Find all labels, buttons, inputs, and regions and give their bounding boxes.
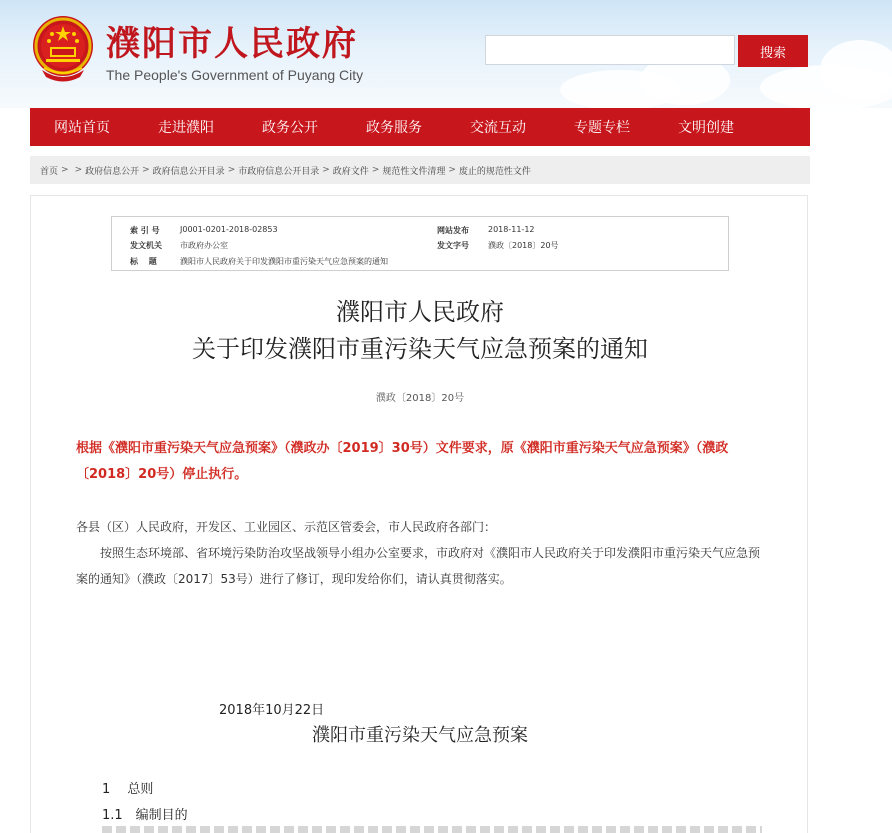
document-salutation: 各县（区）人民政府，开发区、工业园区、示范区管委会，市人民政府各部门： xyxy=(76,520,497,534)
meta-title-label: 标 题 xyxy=(130,257,157,266)
breadcrumb-item[interactable]: 政府文件 xyxy=(332,166,369,177)
plan-title: 濮阳市重污染天气应急预案 xyxy=(312,725,528,746)
repeal-notice: 根据《濮阳市重污染天气应急预案》（濮政办〔2019〕30号）文件要求，原《濮阳市重污染天气应急预案》（濮政〔2018〕20号）停止执行。 xyxy=(76,441,729,482)
cloud-decoration xyxy=(820,40,892,100)
breadcrumb-item[interactable]: 政府信息公开目录 xyxy=(152,166,225,177)
breadcrumb-separator: > xyxy=(371,165,380,175)
truncated-text-line xyxy=(102,826,762,833)
breadcrumb-separator: > xyxy=(322,165,330,175)
article-content xyxy=(30,195,808,833)
document-title-line-1: 濮阳市人民政府 xyxy=(336,298,504,326)
meta-publish-value: 2018-11-12 xyxy=(488,225,535,234)
nav-item-government-services[interactable]: 政务服务 xyxy=(366,120,422,136)
nav-item-home[interactable]: 网站首页 xyxy=(54,120,110,136)
nav-item-interaction[interactable]: 交流互动 xyxy=(470,120,526,136)
nav-item-about-puyang[interactable]: 走进濮阳 xyxy=(158,120,214,136)
site-header xyxy=(0,0,892,108)
breadcrumb-separator: > xyxy=(142,165,150,175)
meta-docno-label: 发文字号 xyxy=(437,241,469,250)
site-title: 濮阳市人民政府 xyxy=(106,24,358,64)
breadcrumb-separator: > xyxy=(61,165,69,175)
breadcrumb-home[interactable]: 首页 xyxy=(40,166,59,177)
document-meta-table xyxy=(111,216,729,271)
breadcrumb-separator: > xyxy=(448,165,456,175)
nav-item-special-topics[interactable]: 专题专栏 xyxy=(574,120,630,136)
meta-issuer-label: 发文机关 xyxy=(130,241,162,250)
meta-issuer-value: 市政府办公室 xyxy=(180,241,228,250)
breadcrumb-item[interactable]: 废止的规范性文件 xyxy=(458,166,531,177)
meta-index-value: J0001-0201-2018-02853 xyxy=(180,225,278,234)
breadcrumb-item[interactable]: 市政府信息公开目录 xyxy=(238,166,320,177)
search-button[interactable]: 搜索 xyxy=(738,35,808,67)
document-title-line-2: 关于印发濮阳市重污染天气应急预案的通知 xyxy=(192,335,648,363)
section-heading-1-1: 1.1 编制目的 xyxy=(102,808,188,823)
site-subtitle: The People's Government of Puyang City xyxy=(106,67,364,83)
meta-title-value: 濮阳市人民政府关于印发濮阳市重污染天气应急预案的通知 xyxy=(180,257,388,266)
meta-index-label: 索 引 号 xyxy=(130,226,160,235)
search-input[interactable] xyxy=(485,35,735,65)
breadcrumb-item[interactable]: 规范性文件清理 xyxy=(382,166,446,177)
document-body: 按照生态环境部、省环境污染防治攻坚战领导小组办公室要求，市政府对《濮阳市人民政府关于印发濮阳市重污染天气应急预案的通知》（濮政〔2017〕53号）进行了修订，现印发给你们，请认真贯彻落实。 xyxy=(76,546,761,586)
document-date: 2018年10月22日 xyxy=(219,703,325,718)
national-emblem-icon xyxy=(30,14,96,86)
nav-item-civilization[interactable]: 文明创建 xyxy=(678,120,734,136)
breadcrumb-separator: > xyxy=(74,165,83,175)
main-nav xyxy=(30,108,810,146)
document-number: 濮政〔2018〕20号 xyxy=(375,393,465,404)
breadcrumb xyxy=(30,156,810,184)
nav-item-government-affairs[interactable]: 政务公开 xyxy=(262,120,318,136)
meta-docno-value: 濮政〔2018〕20号 xyxy=(488,241,559,250)
meta-publish-label: 网站发布 xyxy=(437,226,469,235)
breadcrumb-separator: > xyxy=(227,165,236,175)
breadcrumb-item[interactable]: 政府信息公开 xyxy=(85,166,140,177)
section-heading-1: 1 总则 xyxy=(102,782,154,797)
